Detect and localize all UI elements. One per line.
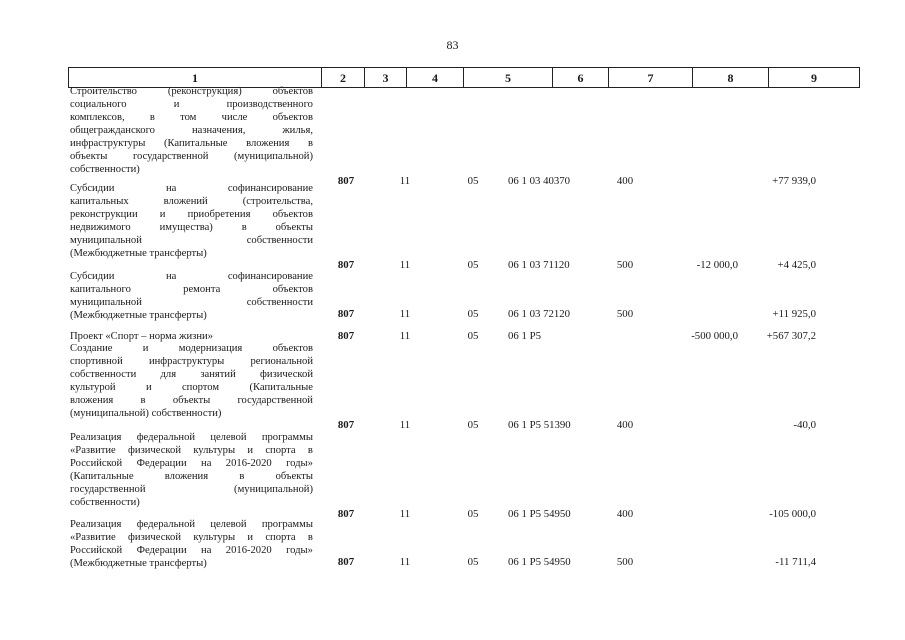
row-description <box>70 518 313 570</box>
cell-c5: 06 1 P5 54950 <box>508 556 571 568</box>
description-line: «Развитие физической культуры и спорта в <box>70 445 313 456</box>
column-header: 3 <box>365 68 407 87</box>
cell-c3: 11 <box>399 175 411 187</box>
description-line: социального и производственного <box>70 99 313 110</box>
column-header: 5 <box>464 68 553 87</box>
cell-c8: -40,0 <box>793 419 816 431</box>
row-description <box>70 270 313 322</box>
column-header: 9 <box>811 71 817 85</box>
cell-c2: 807 <box>337 556 355 568</box>
cell-c3: 11 <box>399 508 411 520</box>
cell-c5: 06 1 03 72120 <box>508 308 571 320</box>
cell-c2: 807 <box>337 419 355 431</box>
description-line: (Межбюджетные трансферты) <box>70 558 207 569</box>
cell-c6: 400 <box>616 175 634 187</box>
cell-c6: 500 <box>616 308 634 320</box>
cell-c8: -105 000,0 <box>769 508 816 520</box>
column-header: 6 <box>553 68 609 87</box>
cell-c5: 06 1 P5 54950 <box>508 508 571 520</box>
cell-c7: -500 000,0 <box>691 330 738 342</box>
description-line: Субсидии на софинансирование <box>70 183 313 194</box>
cell-c2: 807 <box>337 175 355 187</box>
cell-c6: 500 <box>616 259 634 271</box>
cell-c7: -12 000,0 <box>696 259 738 271</box>
row-description <box>70 85 313 176</box>
description-line: Создание и модернизация объектов <box>70 343 313 354</box>
column-header: 7 <box>609 68 693 87</box>
cell-c3: 11 <box>399 419 411 431</box>
row-description <box>70 431 313 509</box>
cell-c4: 05 <box>467 508 479 520</box>
description-line: Реализация федеральной целевой программы <box>70 432 313 443</box>
cell-c3: 11 <box>399 556 411 568</box>
description-line: «Развитие физической культуры и спорта в <box>70 532 313 543</box>
description-line: Субсидии на софинансирование <box>70 271 313 282</box>
description-line: Российской Федерации на 2016-2020 годы» <box>70 545 313 556</box>
description-line: муниципальной собственности <box>70 297 313 308</box>
cell-c4: 05 <box>467 308 479 320</box>
cell-c5: 06 1 P5 51390 <box>508 419 571 431</box>
description-line: (Межбюджетные трансферты) <box>70 248 207 259</box>
cell-c4: 05 <box>467 556 479 568</box>
cell-c4: 05 <box>467 175 479 187</box>
description-line: комплексов, в том числе объектов <box>70 112 313 123</box>
cell-c6: 400 <box>616 508 634 520</box>
cell-c8: -11 711,4 <box>775 556 816 568</box>
description-line: собственности) <box>70 497 140 508</box>
cell-c8: +567 307,2 <box>766 330 816 342</box>
cell-c5: 06 1 P5 <box>508 330 541 342</box>
page-number: 83 <box>446 38 459 52</box>
column-header: 1 <box>69 68 322 87</box>
column-header: 2 <box>322 68 365 87</box>
cell-c2: 807 <box>337 508 355 520</box>
cell-c5: 06 1 03 40370 <box>508 175 571 187</box>
description-line: инфраструктуры (Капитальные вложения в <box>70 138 313 149</box>
cell-c3: 11 <box>399 259 411 271</box>
row-description <box>70 342 313 420</box>
description-line: Реализация федеральной целевой программы <box>70 519 313 530</box>
description-line: капитальных вложений (строительства, <box>70 196 313 207</box>
row-description <box>70 182 313 260</box>
column-header: 4 <box>407 68 464 87</box>
cell-c2: 807 <box>337 259 355 271</box>
cell-c8: +11 925,0 <box>772 308 816 320</box>
description-line: собственности для занятий физической <box>70 369 313 380</box>
description-line: объекты государственной (муниципальной) <box>70 151 313 162</box>
cell-c4: 05 <box>467 330 479 342</box>
cell-c2: 807 <box>337 330 355 342</box>
description-line: муниципальной собственности <box>70 235 313 246</box>
cell-c6: 500 <box>616 556 634 568</box>
cell-c6: 400 <box>616 419 634 431</box>
cell-c5: 06 1 03 71120 <box>508 259 570 271</box>
description-line: спортивной инфраструктуры региональной <box>70 356 313 367</box>
cell-c8: +4 425,0 <box>777 259 816 271</box>
cell-c4: 05 <box>467 259 479 271</box>
cell-c2: 807 <box>337 308 355 320</box>
column-header: 8 <box>693 68 769 87</box>
description-line: собственности) <box>70 164 140 175</box>
description-line: (муниципальной) собственности) <box>70 408 222 419</box>
description-line: Российской Федерации на 2016-2020 годы» <box>70 458 313 469</box>
description-line: культурой и спортом (Капитальные <box>70 382 313 393</box>
cell-c3: 11 <box>399 330 411 342</box>
description-line: вложения в объекты государственной <box>70 395 313 406</box>
description-line: общегражданского назначения, жилья, <box>70 125 313 136</box>
cell-c3: 11 <box>399 308 411 320</box>
description-line: (Межбюджетные трансферты) <box>70 310 207 321</box>
cell-c8: +77 939,0 <box>772 175 816 187</box>
description-line: Строительство (реконструкция) объектов <box>70 86 313 97</box>
description-line: реконструкции и приобретения объектов <box>70 209 313 220</box>
description-line: Проект «Спорт – норма жизни» <box>70 331 213 342</box>
description-line: капитального ремонта объектов <box>70 284 313 295</box>
description-line: (Капитальные вложения в объекты <box>70 471 313 482</box>
description-line: недвижимого имущества) в объекты <box>70 222 313 233</box>
cell-c4: 05 <box>467 419 479 431</box>
description-line: государственной (муниципальной) <box>70 484 313 495</box>
